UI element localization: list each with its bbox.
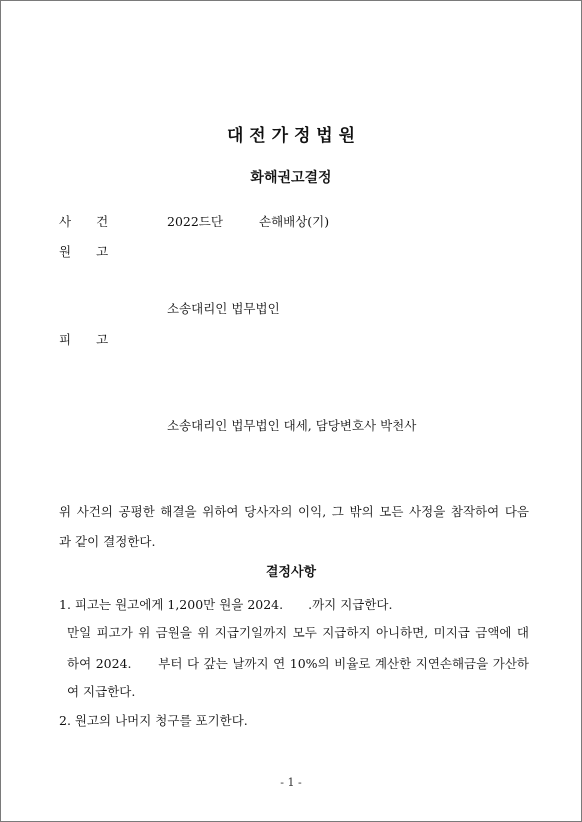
plaintiff-counsel: 소송대리인 법무법인 [167, 301, 280, 316]
decision-heading: 결정사항 [265, 565, 317, 580]
case-label: 사 건 [59, 214, 109, 229]
decision-item-1-detail-line-1: 만일 피고가 위 금원을 위 지급기일까지 모두 지급하지 아니하면, 미지급 금액에 대 [67, 625, 529, 640]
decision-item-2: 2. 원고의 나머지 청구를 포기한다. [59, 713, 248, 728]
decision-item-1-detail-line-2: 하여 2024. 부터 다 갚는 날까지 연 10%의 비율로 계산한 지연손해금을 가산하 [67, 656, 529, 671]
plaintiff-label: 원 고 [59, 244, 109, 259]
case-name: 손해배상(기) [259, 214, 330, 229]
defendant-counsel: 소송대리인 법무법인 대세, 담당변호사 박천사 [167, 418, 417, 433]
case-number: 2022드단 [167, 214, 223, 229]
page-number: - 1 - [280, 776, 302, 789]
court-name: 대 전 가 정 법 원 [226, 126, 356, 146]
preamble-line-1: 위 사건의 공평한 해결을 위하여 당사자의 이익, 그 밖의 모든 사정을 참작하여 다음 [59, 504, 529, 519]
preamble-line-2: 과 같이 결정한다. [59, 534, 156, 549]
document-title: 화해권고결정 [250, 170, 332, 186]
decision-item-1-detail-line-3: 여 지급한다. [67, 684, 136, 699]
decision-item-1: 1. 피고는 원고에게 1,200만 원을 2024. .까지 지급한다. [59, 597, 393, 612]
defendant-label: 피 고 [59, 332, 109, 347]
